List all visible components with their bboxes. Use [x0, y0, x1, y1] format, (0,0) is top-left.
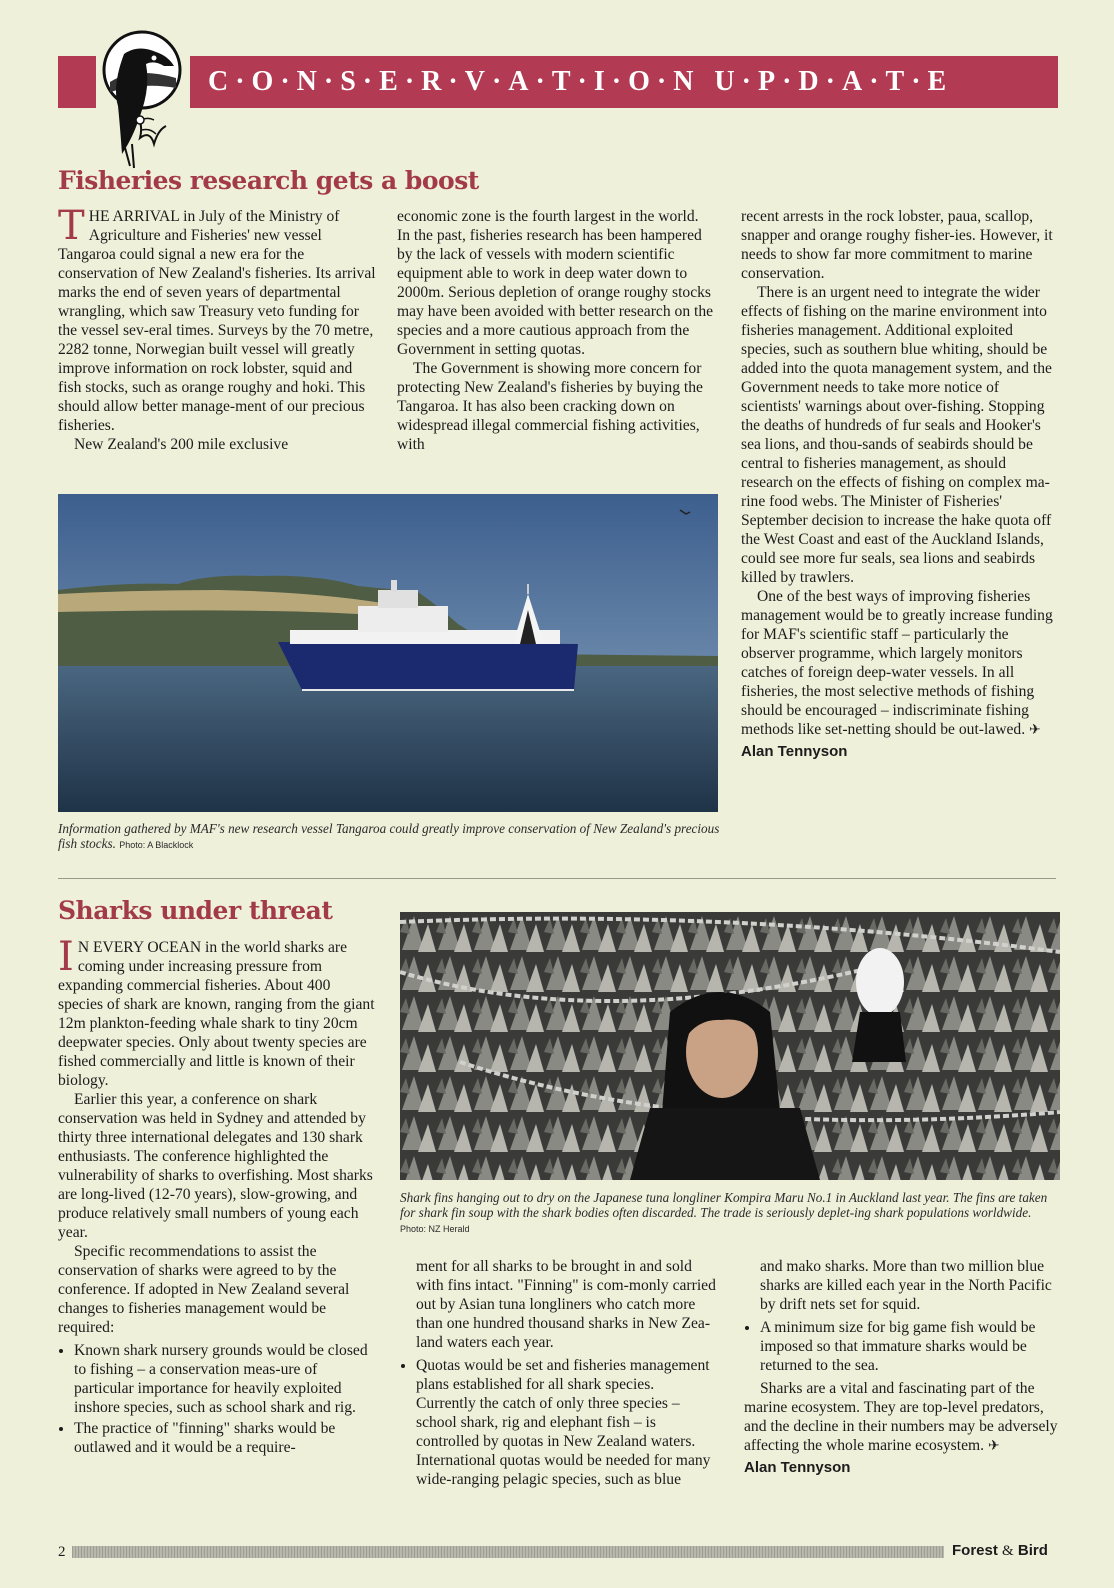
tui-bird-logo-icon: [94, 26, 190, 172]
paragraph: recent arrests in the rock lobster, paua, scallop, snapper and orange roughy fisher-ies. However, it needs to show far more commitment to marine conservation.: [741, 208, 1053, 282]
photo-credit: Photo: A Blacklock: [119, 840, 194, 850]
magazine-name: [952, 1542, 1048, 1560]
bird-end-mark-icon: ✈: [987, 1438, 1000, 1454]
page-number: 2: [58, 1544, 66, 1560]
paragraph-text: One of the best ways of improving fisheries management would be to greatly increase funding for MAF's scientific staff – particularly the observer programme, which largely monitors catches of foreign deep-water vessels. In all fisheries, the most selective methods of fishing should be encouraged – indiscriminate fishing methods like set-netting should be out-lawed.: [741, 588, 1053, 738]
byline: Alan Tennyson: [744, 1459, 851, 1476]
research-vessel-photo: [58, 494, 718, 812]
paragraph: HE ARRIVAL in July of the Ministry of Agriculture and Fisheries' new vessel Tangaroa could signal a new era for the conservation of New Zealand's fisheries. Its arrival marks the end of seven years of departmental wrangling, which saw Treasury veto funding for the vessel sev-eral times. Surveys by the 70 metre, 2282 tonne, Norwegian built vessel will greatly improve information on rock lobster, squid and fish stocks, such as orange roughy and hoki. This should allow better manage-ment of our precious fisheries.: [58, 208, 376, 434]
section-title: C·O·N·S·E·R·V·A·T·I·O·N U·P·D·A·T·E: [208, 66, 954, 97]
article2-column-2: [416, 1257, 716, 1493]
dropcap: I: [58, 934, 74, 980]
paragraph: Earlier this year, a conference on shark conservation was held in Sydney and attended by thirty three international delegates and 130 shark enthusiasts. The conference highlighted the vulnerability of sharks to overfishing. Most sharks are long-lived (12-70 years), slow-growing, and produce relatively small numbers of young each year.: [58, 1091, 373, 1241]
paragraph: New Zealand's 200 mile exclusive: [74, 436, 289, 453]
list-item: • A minimum size for big game fish would be imposed so that immature sharks would be returned to the sea.: [760, 1318, 1062, 1375]
caption-text: Shark fins hanging out to dry on the Japanese tuna longliner Kompira Maru No.1 in Auckland last year. The fins are taken for shark fin soup with the shark bodies often discarded. The trade is seriously deplet-ing shark populations worldwide.: [400, 1190, 1048, 1220]
paragraph: Specific recommendations to assist the conservation of sharks were agreed to by the conference. If adopted in New Zealand several changes to fisheries management would be required:: [58, 1243, 350, 1336]
photo-caption: [58, 821, 738, 853]
article1-column-3: [741, 207, 1059, 761]
paragraph: N EVERY OCEAN in the world sharks are coming under increasing pressure from expanding commercial fisheries. About 400 species of shark are known, ranging from the giant 12m plankton-feeding whale shark to tiny 20cm deepwater species. Only about twenty species are fished commercially and little is known of their biology.: [58, 939, 375, 1089]
paragraph: economic zone is the fourth largest in the world. In the past, fisheries research has been hampered by the lack of vessels with modern scientific equipment able to work in deep water down to 2000m. Serious depletion of orange roughy stocks may have been avoided with better research on the species and a more cautious approach from the Government in setting quotas.: [397, 208, 714, 358]
paragraph-text: Sharks are a vital and fascinating part of the marine ecosystem. They are top-level predators, and the decline in their numbers may be adversely affecting the whole marine ecosystem.: [744, 1380, 1058, 1454]
caption-text: Information gathered by MAF's new research vessel Tangaroa could greatly improve conservation of New Zealand's precious fish stocks.: [58, 821, 720, 851]
paragraph: The Government is showing more concern for protecting New Zealand's fisheries by buying the Tangaroa. It has also been cracking down on widespread illegal commercial fishing activities, with: [397, 360, 703, 453]
article1-column-1: [58, 203, 376, 454]
list-item: • The practice of "finning" sharks would be outlawed and it would be a require-: [74, 1419, 376, 1457]
paragraph: [741, 587, 1059, 740]
dropcap: T: [58, 203, 85, 249]
byline: Alan Tennyson: [741, 743, 848, 760]
section-divider: [58, 878, 1056, 879]
recommendation-list: [58, 1341, 376, 1457]
magazine-name-ampersand: &: [1002, 1543, 1014, 1559]
paragraph: ment for all sharks to be brought in and sold with fins intact. "Finning" is com-monly carried out by Asian tuna longliners who catch more than one hundred thousand sharks in New Zea-land waters each year.: [416, 1258, 716, 1351]
footer-rule: [72, 1546, 944, 1558]
magazine-name-part: Forest: [952, 1542, 998, 1559]
list-item: • Quotas would be set and fisheries management plans established for all shark species. Currently the catch of only three species – school shark, rig and elephant fish – is controlled by quotas in New Zealand waters. International quotas would be needed for many wide-ranging pelagic species, such as blue: [416, 1356, 716, 1489]
paragraph: There is an urgent need to integrate the wider effects of fishing on the marine environment into fisheries management. Additional exploited species, such as southern blue whiting, should be added into the quota management system, and the Government needs to take more notice of scientists' warnings about over-fishing. Stopping the deaths of hundreds of fur seals and Hooker's sea lions, and thou-sands of seabirds should be central to fisheries management, as should research on the effects of fishing on complex ma-rine food webs. The Minister of Fisheries' September decision to increase the hake quota off the West Coast and east of the Auckland Islands, could see more fur seals, sea lions and seabirds killed by trawlers.: [741, 284, 1052, 586]
photo-caption: [400, 1190, 1058, 1237]
article2-column-3: [744, 1257, 1062, 1477]
recommendation-list: [744, 1318, 1062, 1375]
bird-end-mark-icon: ✈: [1029, 722, 1041, 738]
photo-credit: Photo: NZ Herald: [400, 1224, 470, 1234]
paragraph: and mako sharks. More than two million blue sharks are killed each year in the North Pacific by drift nets set for squid.: [760, 1258, 1052, 1313]
magazine-name-part: Bird: [1017, 1542, 1048, 1559]
shark-fins-photo: [400, 912, 1060, 1180]
list-item: • Known shark nursery grounds would be closed to fishing – a conservation meas-ure of particular importance for heavily exploited inshore species, such as school shark and rig.: [74, 1341, 376, 1417]
paragraph: [744, 1379, 1062, 1456]
headline-fisheries: Fisheries research gets a boost: [58, 166, 479, 195]
article1-column-2: [397, 207, 715, 454]
recommendation-list: [416, 1356, 716, 1489]
article2-column-1: [58, 934, 376, 1461]
headline-sharks: Sharks under threat: [58, 896, 333, 925]
